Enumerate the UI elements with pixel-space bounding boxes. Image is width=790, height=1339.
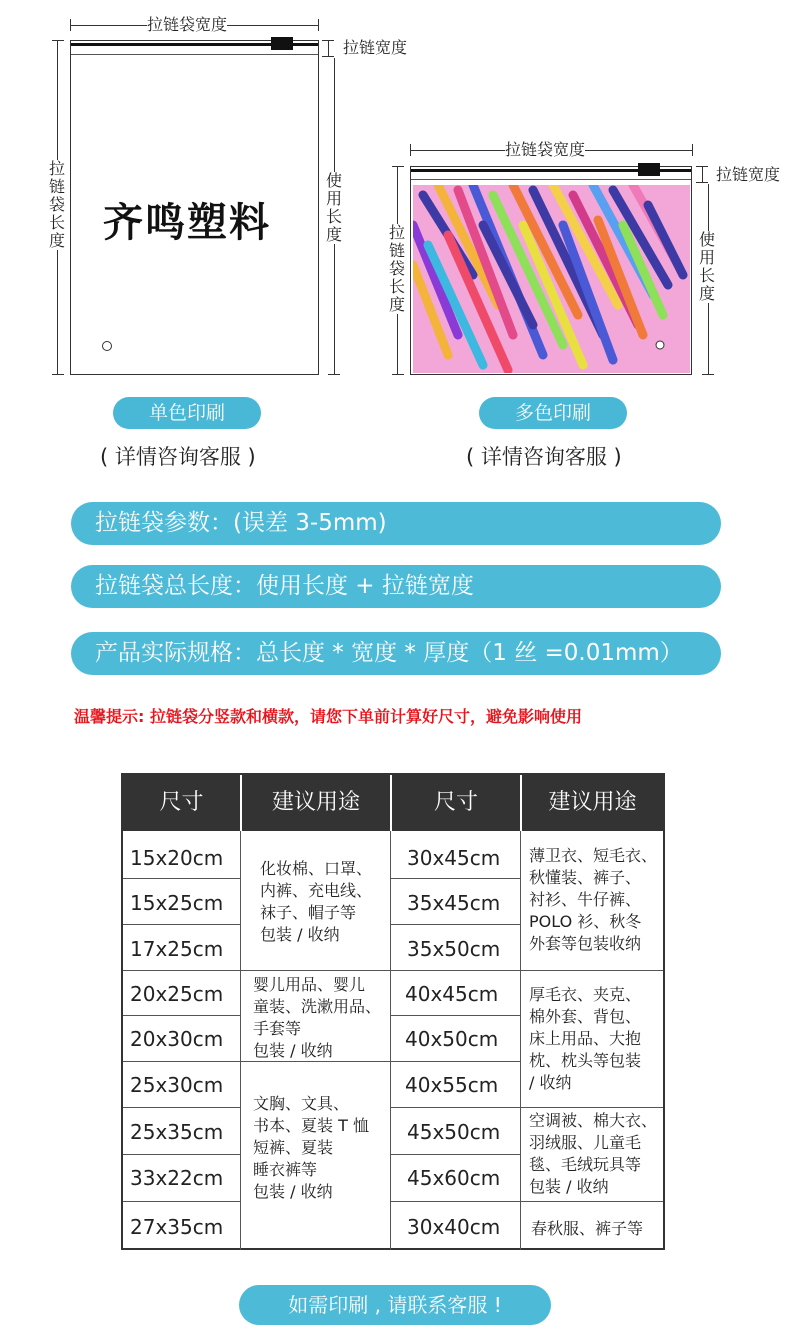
multi-color-print-badge: 多色印刷 (479, 397, 627, 429)
column-divider (240, 831, 241, 1250)
bag-width-label: 拉链袋宽度 (147, 15, 228, 34)
size-cell: 15x25cm (130, 891, 224, 915)
row-divider (123, 970, 390, 971)
left-consult-note: ( 详情咨询客服 ) (100, 445, 256, 469)
usage-cell: 文胸、文具、 书本、夏装 T 恤 短裤、夏装 睡衣裤等 包装 / 收纳 (253, 1094, 369, 1201)
column-divider (520, 831, 521, 1250)
brand-text: 齐鸣塑料 (103, 200, 271, 246)
size-cell: 30x40cm (407, 1215, 501, 1239)
size-cell: 40x55cm (405, 1073, 499, 1097)
zipper-width-label: 拉链宽度 (716, 165, 781, 184)
column-divider (390, 831, 391, 1250)
dimension-tick (392, 374, 404, 375)
bag-length-label: 拉链袋长度 (48, 159, 65, 250)
zipper-width-dimension (702, 166, 703, 182)
bag-width-label: 拉链袋宽度 (505, 140, 586, 159)
dimension-tick (318, 19, 319, 31)
total-length-bar: 拉链袋总长度：使用长度 + 拉链宽度 (71, 565, 721, 608)
usage-length-label: 使用长度 (698, 230, 715, 303)
bag-outline (410, 166, 692, 375)
size-cell: 20x25cm (130, 982, 224, 1006)
size-cell: 25x30cm (130, 1073, 224, 1097)
row-divider (390, 924, 520, 925)
usage-cell: 厚毛衣、夹克、 棉外套、背包、 床上用品、大抱 枕、枕头等包装 / 收纳 (529, 985, 642, 1092)
row-divider (123, 924, 240, 925)
header-usage: 建议用途 (242, 775, 390, 831)
hang-hole (102, 341, 112, 351)
row-divider (390, 1015, 520, 1016)
dimension-tick (410, 144, 411, 156)
size-cell: 20x30cm (130, 1027, 224, 1051)
row-divider (390, 1201, 663, 1202)
row-divider (390, 1154, 520, 1155)
colorful-print-artwork (413, 185, 690, 373)
zipper-width-dimension (328, 40, 329, 56)
size-cell: 25x35cm (130, 1120, 224, 1144)
size-cell: 15x20cm (130, 846, 224, 870)
header-usage: 建议用途 (522, 775, 663, 831)
size-cell: 33x22cm (130, 1166, 224, 1190)
row-divider (123, 1154, 240, 1155)
row-divider (123, 1015, 240, 1016)
row-divider (390, 878, 520, 879)
size-cell: 45x60cm (407, 1166, 501, 1190)
row-divider (123, 1201, 240, 1202)
size-table (121, 773, 665, 1250)
size-cell: 40x45cm (405, 982, 499, 1006)
zipper-seal-line (71, 54, 318, 55)
dimension-tick (692, 144, 693, 156)
size-cell: 35x50cm (407, 937, 501, 961)
single-color-print-badge: 单色印刷 (113, 397, 261, 429)
usage-cell: 化妆棉、口罩、 内裤、充电线、 袜子、帽子等 包装 / 收纳 (260, 859, 373, 944)
row-divider (390, 970, 663, 971)
dimension-tick (392, 166, 404, 167)
zipper-width-label: 拉链宽度 (343, 38, 408, 57)
zipper-seal-line (411, 179, 691, 180)
size-cell: 45x50cm (407, 1120, 501, 1144)
usage-cell: 空调被、棉大衣、 羽绒服、儿童毛 毯、毛绒玩具等 包装 / 收纳 (529, 1111, 658, 1196)
row-divider (390, 1061, 520, 1062)
size-cell: 35x45cm (407, 891, 501, 915)
size-cell: 30x45cm (407, 846, 501, 870)
size-cell: 17x25cm (130, 937, 224, 961)
warning-tip: 温馨提示: 拉链袋分竖款和横款，请您下单前计算好尺寸，避免影响使用 (74, 707, 582, 726)
usage-length-label: 使用长度 (325, 171, 342, 244)
dimension-tick (696, 182, 708, 183)
bag-outline (70, 40, 319, 375)
usage-cell: 春秋服、裤子等 (531, 1219, 644, 1238)
size-cell: 27x35cm (130, 1215, 224, 1239)
row-divider (123, 1107, 240, 1108)
usage-cell: 婴儿用品、婴儿 童装、洗漱用品、 手套等 包装 / 收纳 (253, 975, 382, 1060)
bag-length-label: 拉链袋长度 (388, 223, 405, 314)
header-size: 尺寸 (123, 775, 240, 831)
row-divider (123, 878, 240, 879)
contact-service-button[interactable]: 如需印刷 , 请联系客服 ! (239, 1285, 551, 1325)
dimension-tick (702, 374, 714, 375)
zipper-slider (638, 163, 660, 176)
dimension-tick (52, 374, 64, 375)
dimension-tick (328, 374, 340, 375)
spec-bar: 产品实际规格：总长度 * 宽度 * 厚度（1 丝 =0.01mm） (71, 632, 721, 675)
param-bar: 拉链袋参数：(误差 3-5mm) (71, 502, 721, 545)
zipper-slider (271, 37, 293, 50)
dimension-tick (322, 56, 334, 57)
row-divider (390, 1107, 663, 1108)
right-consult-note: ( 详情咨询客服 ) (466, 445, 622, 469)
dimension-tick (70, 19, 71, 31)
usage-cell: 薄卫衣、短毛衣、 秋懂装、裤子、 衬衫、牛仔裤、 POLO 衫、秋冬 外套等包装收纳 (529, 846, 658, 953)
size-cell: 40x50cm (405, 1027, 499, 1051)
header-size: 尺寸 (392, 775, 520, 831)
dimension-tick (52, 40, 64, 41)
